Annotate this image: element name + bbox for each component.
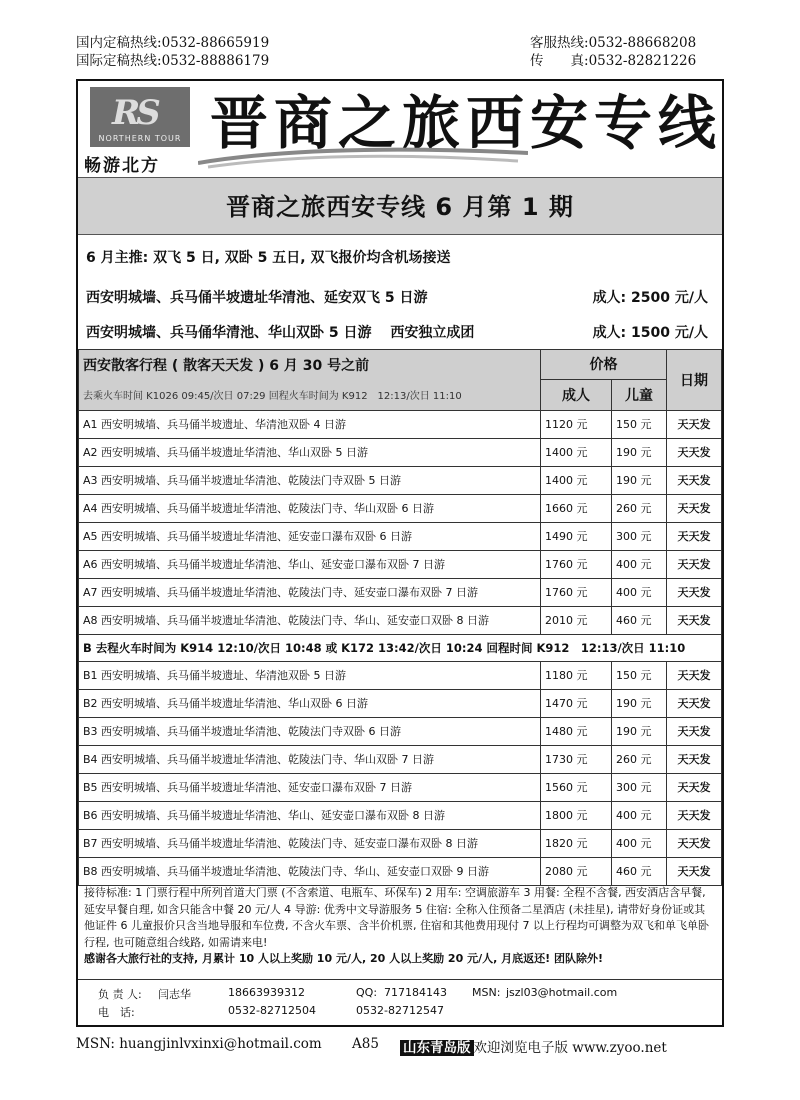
qq-label: QQ: [356,986,378,999]
route-cell: A3 西安明城墙、兵马俑半坡遗址华清池、乾陵法门寺双卧 5 日游 [79,466,541,494]
fax-phone: 0532-82821226 [588,53,697,69]
child-price-cell: 190 元 [612,689,667,717]
adult-price-cell: 1470 元 [541,689,612,717]
date-cell: 天天发 [667,745,722,773]
child-price-cell: 190 元 [612,466,667,494]
date-cell: 天天发 [667,466,722,494]
footer-edition-block [400,1036,667,1056]
msn-address[interactable]: jszl03@hotmail.com [506,986,618,999]
child-price-cell: 400 元 [612,550,667,578]
table-row [79,801,722,829]
table-header-train: 去乘火车时间 K1026 09:45/次日 07:29 回程火车时间为 K912 12:13/次日 11:10 [79,379,541,410]
promo-headline: 6 月主推: 双飞 5 日, 双卧 5 五日, 双飞报价均含机场接送 [86,250,451,266]
service-phone: 0532-88668208 [588,35,697,51]
child-price-cell: 190 元 [612,438,667,466]
route-cell: A8 西安明城墙、兵马俑半坡遗址华清池、乾陵法门寺、华山、延安壶口双卧 8 日游 [79,606,541,634]
date-cell: 天天发 [667,857,722,885]
table-row [79,550,722,578]
adult-price-cell: 1560 元 [541,773,612,801]
route-cell: B6 西安明城墙、兵马俑半坡遗址华清池、华山、延安壶口瀑布双卧 8 日游 [79,801,541,829]
person-name: 闫志华 [158,988,191,1001]
table-row [79,606,722,634]
date-cell: 天天发 [667,661,722,689]
adult-price-cell: 2010 元 [541,606,612,634]
adult-price-cell: 1490 元 [541,522,612,550]
logo-tour-text: NORTHERN TOUR [98,134,182,143]
table-row [79,522,722,550]
banner-title: 晋商之旅西安专线 [210,89,723,157]
terms-block [84,885,714,968]
adult-column-header: 成人 [541,379,612,410]
route-cell: B2 西安明城墙、兵马俑半坡遗址华清池、华山双卧 6 日游 [79,689,541,717]
logo-mark: RS [112,93,157,133]
adult-price-cell: 1800 元 [541,801,612,829]
intl-label: 国际定稿热线: [76,53,162,69]
contact-block [78,979,722,1026]
route-cell: B4 西安明城墙、兵马俑半坡遗址华清池、乾陵法门寺、华山双卧 7 日游 [79,745,541,773]
date-cell: 天天发 [667,522,722,550]
footer-welcome[interactable]: 欢迎浏览电子版 www.zyoo.net [473,1040,667,1056]
date-cell: 天天发 [667,410,722,438]
company-logo [90,87,190,147]
msn-label: MSN: [472,986,501,999]
banner [78,81,722,177]
date-cell: 天天发 [667,717,722,745]
section-b-header: B 去程火车时间为 K914 12:10/次日 10:48 或 K172 13:42/次日 10:24 回程时间 K912 12:13/次日 11:10 [79,634,722,661]
table-row [79,661,722,689]
date-cell: 天天发 [667,689,722,717]
table-row [79,745,722,773]
route-cell: A2 西安明城墙、兵马俑半坡遗址华清池、华山双卧 5 日游 [79,438,541,466]
table-row [79,494,722,522]
date-cell: 天天发 [667,606,722,634]
route-cell: B1 西安明城墙、兵马俑半坡遗址、华清池双卧 5 日游 [79,661,541,689]
adult-price-cell: 2080 元 [541,857,612,885]
table-row [79,829,722,857]
adult-price-cell: 1120 元 [541,410,612,438]
date-cell: 天天发 [667,550,722,578]
fax-label: 传 真: [530,53,589,69]
adult-price-cell: 1480 元 [541,717,612,745]
child-price-cell: 400 元 [612,578,667,606]
table-row [79,578,722,606]
banner-swoosh-decoration [198,139,528,169]
footer-msn[interactable]: MSN: huangjinlvxinxi@hotmail.com [76,1036,322,1052]
table-row [79,773,722,801]
date-column-header: 日期 [667,350,722,411]
domestic-phone: 0532-88665919 [161,35,270,51]
child-price-cell: 400 元 [612,801,667,829]
date-cell: 天天发 [667,494,722,522]
phone-number-2: 0532-82712547 [356,1004,444,1017]
route-cell: B5 西安明城墙、兵马俑半坡遗址华清池、延安壶口瀑布双卧 7 日游 [79,773,541,801]
child-price-cell: 300 元 [612,522,667,550]
issue-title: 晋商之旅西安专线 6 月第 1 期 [78,177,722,235]
adult-price-cell: 1180 元 [541,661,612,689]
price-column-header: 价格 [541,350,667,380]
promo-line-2: 西安明城墙、兵马俑华清池、华山双卧 5 日游 西安独立成团 [86,325,475,341]
adult-price-cell: 1400 元 [541,466,612,494]
table-header-title: 西安散客行程 ( 散客天天发 ) 6 月 30 号之前 [79,350,541,380]
child-price-cell: 150 元 [612,661,667,689]
person-label: 负 责 人: [98,988,142,1001]
adult-price-cell: 1730 元 [541,745,612,773]
table-row [79,410,722,438]
footer-edition: 山东青岛版 [400,1040,474,1056]
table-row [79,689,722,717]
child-price-cell: 460 元 [612,606,667,634]
mobile-number: 18663939312 [228,986,305,999]
date-cell: 天天发 [667,801,722,829]
promo-line-1: 西安明城墙、兵马俑半坡遗址华清池、延安双飞 5 日游 [86,290,428,306]
route-cell: A7 西安明城墙、兵马俑半坡遗址华清池、乾陵法门寺、延安壶口瀑布双卧 7 日游 [79,578,541,606]
intl-phone: 0532-88886179 [161,53,270,69]
ad-frame [76,79,724,1027]
child-price-cell: 150 元 [612,410,667,438]
route-cell: A6 西安明城墙、兵马俑半坡遗址华清池、华山、延安壶口瀑布双卧 7 日游 [79,550,541,578]
terms-text: 接待标准: 1 门票行程中所列首道大门票 (不含索道、电瓶车、环保车) 2 用车: 空调旅游车 3 用餐: 全程不含餐, 西安酒店含早餐, 延安早餐自理, 如含只能含中餐 20 元/人 4 导游: 优秀中文导游服务 5 住宿: 全称入住预备二星酒店 (未挂星), 请带好身份证或其他证件 6 儿童报价只含当地导服和车位费, 不含火车票、含半价机票, 住宿和其他费用现付 7 以上行程均可调整为双飞和单飞单卧行程, 也可随意组合线路, 如需请来电! [84,886,709,949]
date-cell: 天天发 [667,438,722,466]
route-cell: A1 西安明城墙、兵马俑半坡遗址、华清池双卧 4 日游 [79,410,541,438]
adult-price-cell: 1760 元 [541,550,612,578]
adult-price-cell: 1760 元 [541,578,612,606]
adult-price-cell: 1660 元 [541,494,612,522]
adult-price-cell: 1820 元 [541,829,612,857]
section-a-rows [79,410,722,634]
date-cell: 天天发 [667,829,722,857]
table-row [79,857,722,885]
table-row [79,466,722,494]
table-row [79,717,722,745]
child-price-cell: 460 元 [612,857,667,885]
qq-number: 717184143 [384,986,447,999]
route-cell: B8 西安明城墙、兵马俑半坡遗址华清池、乾陵法门寺、华山、延安壶口双卧 9 日游 [79,857,541,885]
footer-page-number: A85 [352,1036,379,1052]
child-price-cell: 400 元 [612,829,667,857]
itinerary-table [78,349,722,886]
phone-label: 电 话: [98,1006,135,1019]
child-price-cell: 300 元 [612,773,667,801]
service-label: 客服热线: [530,35,589,51]
route-cell: B7 西安明城墙、兵马俑半坡遗址华清池、乾陵法门寺、延安壶口瀑布双卧 8 日游 [79,829,541,857]
adult-price-cell: 1400 元 [541,438,612,466]
child-price-cell: 260 元 [612,494,667,522]
terms-thanks: 感谢各大旅行社的支持, 月累计 10 人以上奖励 10 元/人, 20 人以上奖励 20 元/人, 月底返还! 团队除外! [84,952,603,965]
route-cell: B3 西安明城墙、兵马俑半坡遗址华清池、乾陵法门寺双卧 6 日游 [79,717,541,745]
route-cell: A5 西安明城墙、兵马俑半坡遗址华清池、延安壶口瀑布双卧 6 日游 [79,522,541,550]
date-cell: 天天发 [667,773,722,801]
section-b-rows [79,661,722,885]
child-price-cell: 260 元 [612,745,667,773]
child-price-cell: 190 元 [612,717,667,745]
domestic-hotline-block [76,34,269,70]
phone-number-1: 0532-82712504 [228,1004,316,1017]
child-column-header: 儿童 [612,379,667,410]
domestic-label: 国内定稿热线: [76,35,162,51]
service-hotline-block [530,34,696,70]
date-cell: 天天发 [667,578,722,606]
table-row [79,438,722,466]
promo-price-1: 成人: 2500 元/人 [592,290,708,306]
promo-price-2: 成人: 1500 元/人 [592,325,708,341]
brand-name: 畅游北方 [84,156,160,176]
route-cell: A4 西安明城墙、兵马俑半坡遗址华清池、乾陵法门寺、华山双卧 6 日游 [79,494,541,522]
